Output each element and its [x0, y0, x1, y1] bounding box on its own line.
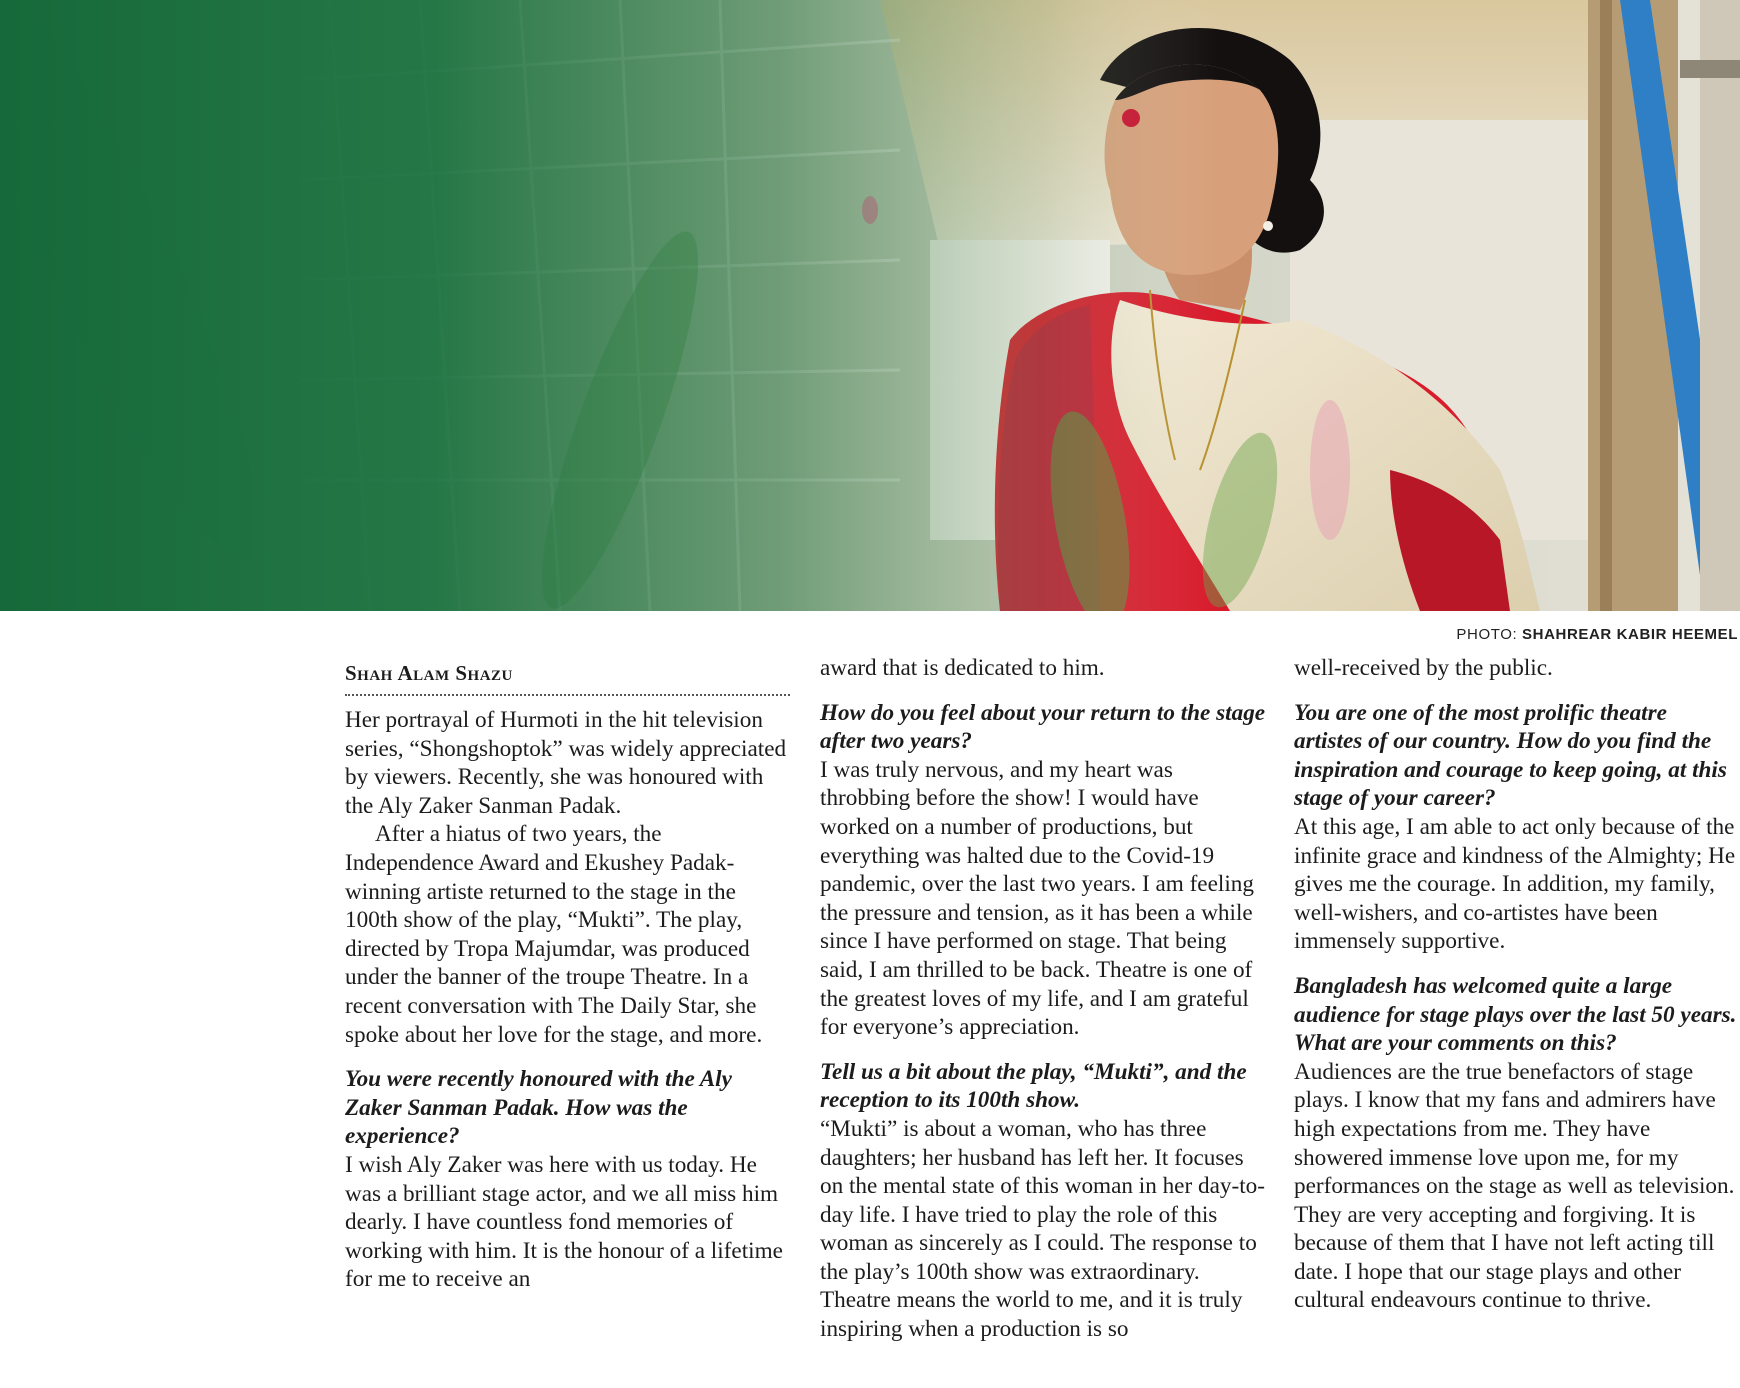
interview-answer: Audiences are the true benefactors of stage plays. I know that my fans and admirers have high expectations from me. They have showered immense love upon me, for my performances on the stage as well as television. They are very accepting and forgiving. It is because of them that I have not left acting till date. I hope that our stage plays and other cultural endeavours continue to thrive.: [1294, 1058, 1735, 1314]
interview-answer: I was truly nervous, and my heart was throbbing before the show! I would have worked on a number of productions, but everything was halted due to the Covid-19 pandemic, over the last two years. I am feeling the pressure and tension, as it has been a while since I have performed on stage. That being said, I am thrilled to be back. Theatre is one of the greatest loves of my life, and I am grateful for everyone’s appreciation.: [820, 756, 1254, 1041]
interview-question: You were recently honoured with the Aly Zaker Sanman Padak. How was the experience?: [345, 1066, 732, 1150]
interview-question: You are one of the most prolific theatre artistes of our country. How do you find the inspiration and courage to keep going, at this stage of your career?: [1294, 699, 1727, 812]
body-paragraph: After a hiatus of two years, the Independence Award and Ekushey Padak-winning artiste returned to the stage in the 100th show of the play, “Mukti”. The play, directed by Tropa Majumdar, was produced under the banner of the troupe Theatre. In a recent conversation with The Daily Star, she spoke about her love for the stage, and more.: [345, 821, 763, 1048]
interview-question: Tell us a bit about the play, “Mukti”, and the reception to its 100th show.: [820, 1058, 1247, 1114]
article-column-1: [345, 654, 790, 1294]
interview-question: Bangladesh has welcomed quite a large audience for stage plays over the last 50 years. What are your comments on this?: [1294, 972, 1737, 1057]
article-column-2: [820, 654, 1268, 1344]
interview-answer-continued: well-received by the public.: [1294, 655, 1553, 681]
hero-photo: [0, 0, 1740, 611]
photo-credit-label: PHOTO:: [1456, 626, 1518, 643]
byline: Shah Alam Shazu: [345, 660, 790, 696]
photo-credit: [1456, 626, 1738, 643]
interview-answer: At this age, I am able to act only because of the infinite grace and kindness of the Almighty; He gives me the courage. In addition, my family, well-wishers, and co-artistes have been immensely supportive.: [1294, 813, 1736, 955]
interview-answer-continued: award that is dedicated to him.: [820, 655, 1105, 681]
photographer-name: SHAHREAR KABIR HEEMEL: [1522, 626, 1738, 643]
article-column-3: [1294, 654, 1740, 1315]
intro-paragraph: Her portrayal of Hurmoti in the hit television series, “Shongshoptok” was widely appreciated by viewers. Recently, she was honoured with the Aly Zaker Sanman Padak.: [345, 707, 787, 819]
interview-answer: “Mukti” is about a woman, who has three daughters; her husband has left her. It focuses on the mental state of this woman in her day-to-day life. I have tried to play the role of this woman as sincerely as I could. The response to the play’s 100th show was extraordinary. Theatre means the world to me, and it is truly inspiring when a production is so: [820, 1115, 1265, 1343]
interview-answer: I wish Aly Zaker was here with us today. He was a brilliant stage actor, and we all miss him dearly. I have countless fond memories of working with him. It is the honour of a lifetime for me to receive an: [345, 1151, 783, 1293]
interview-question: How do you feel about your return to the stage after two years?: [820, 699, 1266, 755]
